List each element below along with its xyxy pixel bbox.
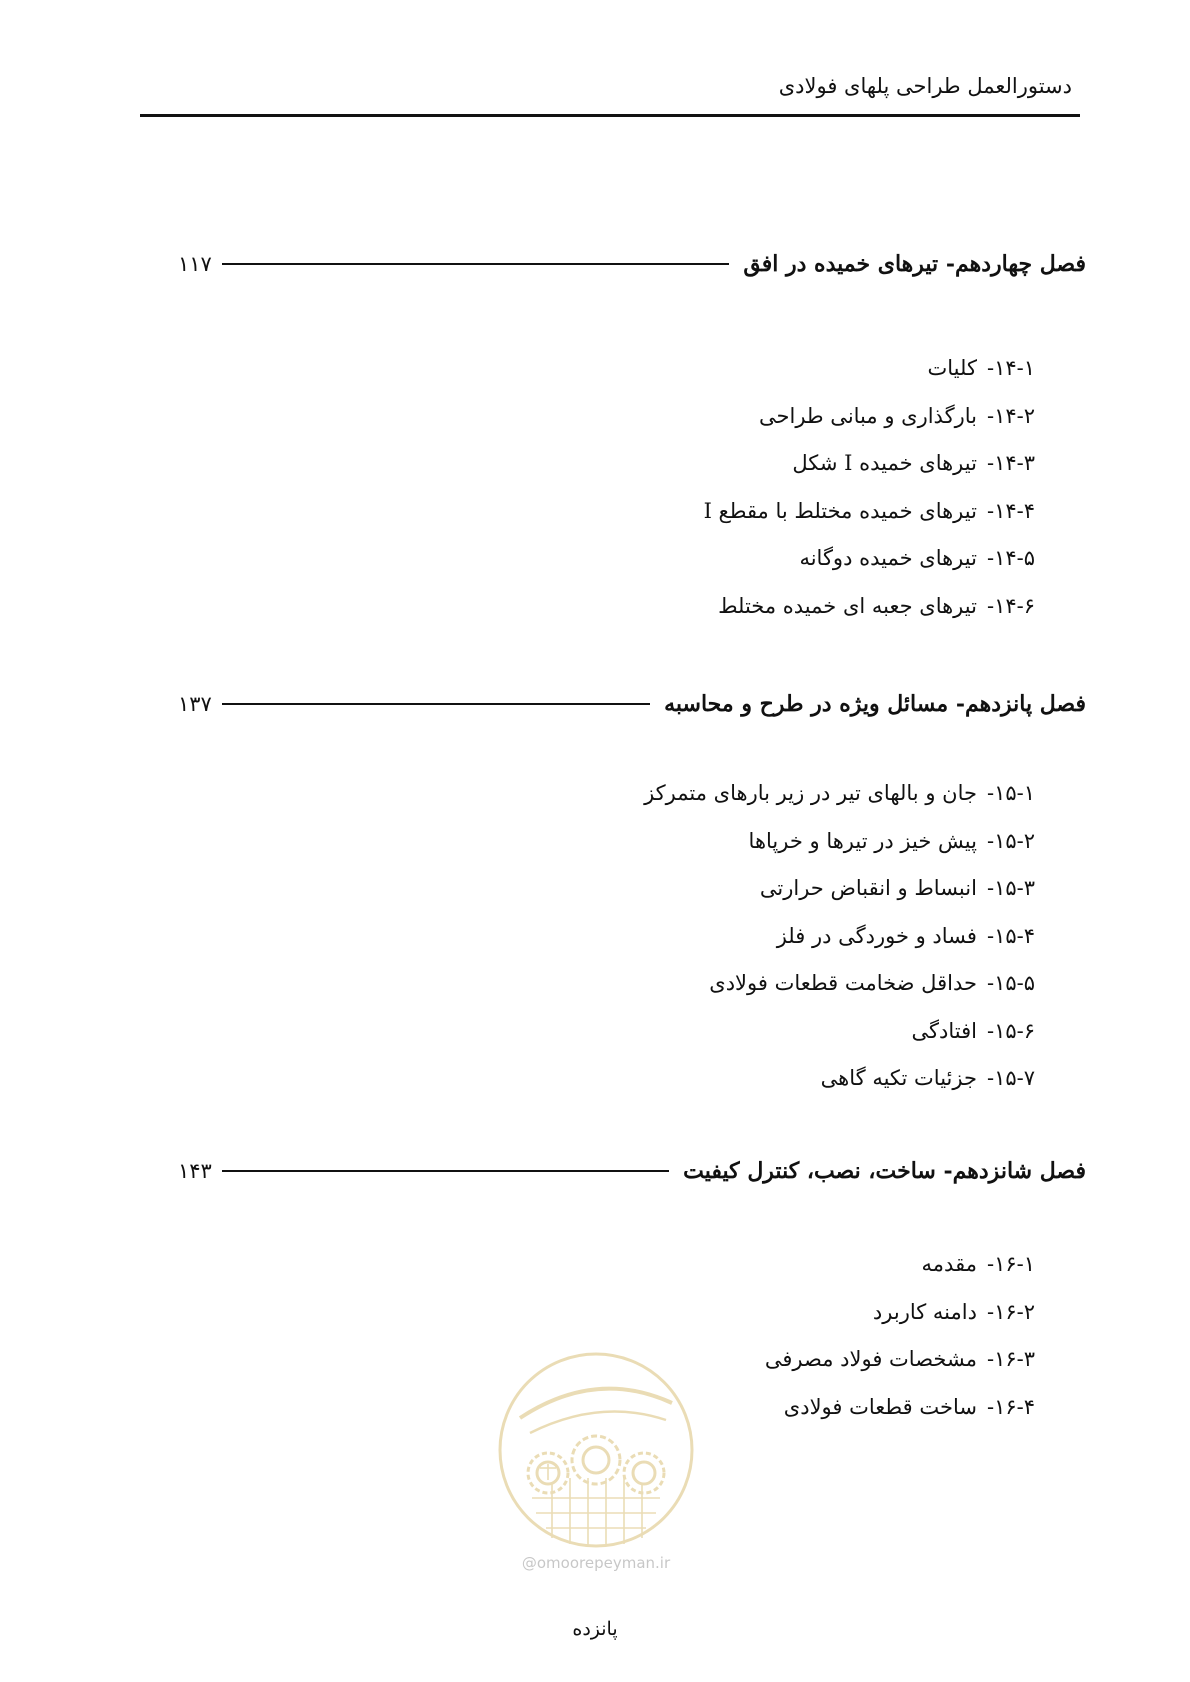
section-number: ۱۴-۵-: [986, 546, 1035, 570]
page-number-footer: پانزده: [572, 1618, 618, 1640]
watermark-url: @omoorepeyman.ir: [521, 1554, 671, 1572]
section-number: ۱۵-۵-: [986, 971, 1035, 995]
dotted-leader: [222, 263, 730, 265]
section-item[interactable]: [644, 1055, 1035, 1103]
section-item[interactable]: [704, 583, 1035, 631]
section-title: کلیات: [927, 356, 977, 380]
section-item[interactable]: [644, 865, 1035, 913]
section-number: ۱۵-۳-: [986, 876, 1035, 900]
section-title: تیرهای خمیده I شکل: [792, 451, 977, 475]
chapter-title: فصل چهاردهم- تیرهای خمیده در افق: [743, 251, 1086, 277]
section-number: ۱۶-۳-: [986, 1347, 1035, 1371]
seal-logo-icon: [490, 1348, 702, 1553]
section-number: ۱۵-۶-: [986, 1018, 1035, 1043]
section-number: ۱۴-۲-: [986, 403, 1035, 428]
chapter-heading[interactable]: [178, 684, 1086, 724]
section-item[interactable]: [644, 770, 1035, 818]
chapter-title: فصل شانزدهم- ساخت، نصب، کنترل کیفیت: [683, 1158, 1086, 1184]
section-item[interactable]: [765, 1289, 1035, 1337]
section-item[interactable]: [644, 960, 1035, 1008]
section-number: ۱۶-۱-: [986, 1252, 1035, 1276]
section-item[interactable]: [704, 488, 1035, 536]
section-title: جان و بالهای تیر در زیر بارهای متمرکز: [644, 781, 977, 805]
dotted-leader: [222, 1170, 669, 1172]
chapter-page-number: ۱۴۳: [178, 1159, 212, 1183]
section-list: [765, 1241, 1035, 1431]
section-number: ۱۵-۷-: [986, 1066, 1035, 1090]
section-title: انبساط و انقباض حرارتی: [759, 876, 977, 900]
section-item[interactable]: [704, 345, 1035, 393]
section-list: [644, 770, 1035, 1103]
section-list: [704, 345, 1035, 630]
section-item[interactable]: [704, 393, 1035, 441]
page-header: [140, 62, 1080, 117]
section-title: فساد و خوردگی در فلز: [776, 923, 977, 948]
chapter-heading[interactable]: [178, 1151, 1086, 1191]
section-title: مقدمه: [921, 1252, 977, 1276]
section-number: ۱۵-۲-: [986, 828, 1035, 853]
section-title: افتادگی: [911, 1018, 977, 1043]
section-title: جزئیات تکیه گاهی: [820, 1066, 977, 1090]
section-title: پیش خیز در تیرها و خرپاها: [748, 828, 977, 853]
section-item[interactable]: [704, 535, 1035, 583]
section-title: تیرهای خمیده مختلط با مقطع I: [703, 498, 977, 523]
section-title: بارگذاری و مبانی طراحی: [759, 403, 977, 428]
section-item[interactable]: [765, 1241, 1035, 1289]
section-title: ساخت قطعات فولادی: [783, 1394, 977, 1419]
section-title: تیرهای جعبه ای خمیده مختلط: [718, 593, 977, 618]
section-title: دامنه کاربرد: [872, 1299, 977, 1324]
section-item[interactable]: [644, 818, 1035, 866]
section-number: ۱۵-۴-: [986, 923, 1035, 948]
section-item[interactable]: [765, 1336, 1035, 1384]
running-header-title: دستورالعمل طراحی پلهای فولادی: [778, 74, 1072, 98]
section-item[interactable]: [765, 1384, 1035, 1432]
section-number: ۱۴-۶-: [986, 593, 1035, 618]
chapter-page-number: ۱۳۷: [178, 692, 212, 716]
section-number: ۱۶-۴-: [986, 1394, 1035, 1419]
section-number: ۱۴-۱-: [986, 356, 1035, 380]
dotted-leader: [222, 703, 650, 705]
chapter-title: فصل پانزدهم- مسائل ویژه در طرح و محاسبه: [664, 691, 1086, 717]
watermark-seal: [490, 1348, 702, 1583]
chapter-heading[interactable]: [178, 244, 1086, 284]
chapter-page-number: ۱۱۷: [178, 252, 212, 276]
section-number: ۱۴-۳-: [986, 451, 1035, 475]
section-item[interactable]: [704, 440, 1035, 488]
section-title: حداقل ضخامت قطعات فولادی: [709, 971, 977, 995]
section-title: مشخصات فولاد مصرفی: [764, 1347, 977, 1371]
section-number: ۱۴-۴-: [986, 498, 1035, 523]
section-number: ۱۶-۲-: [986, 1299, 1035, 1324]
section-item[interactable]: [644, 913, 1035, 961]
section-title: تیرهای خمیده دوگانه: [799, 546, 977, 570]
section-item[interactable]: [644, 1008, 1035, 1056]
section-number: ۱۵-۱-: [986, 781, 1035, 805]
